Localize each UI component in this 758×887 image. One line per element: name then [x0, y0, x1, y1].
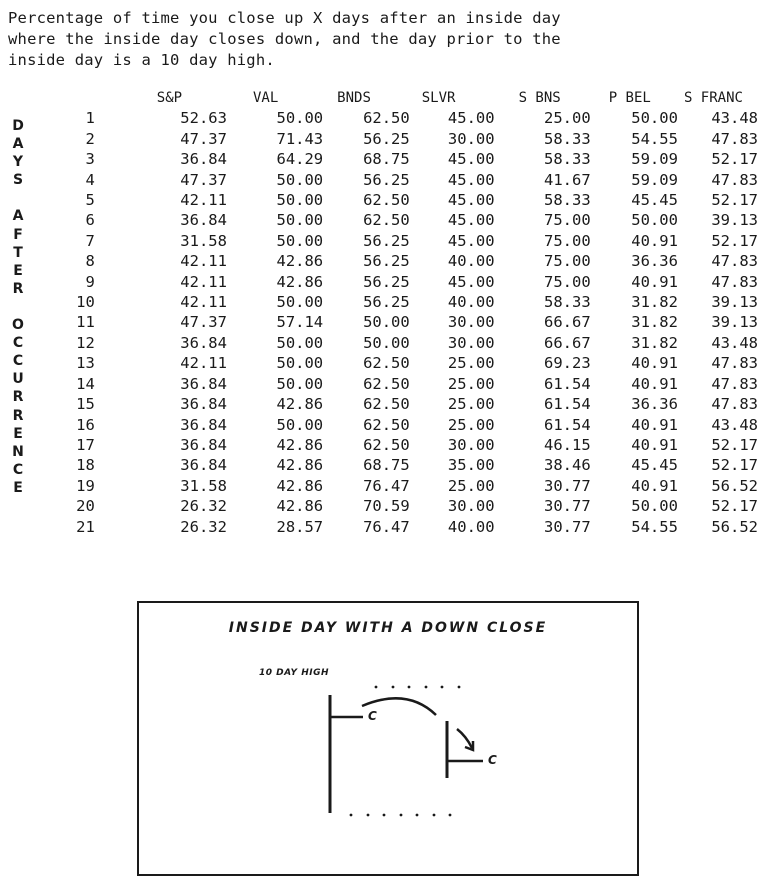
day-number: 1: [85, 109, 95, 128]
percentage-cell: 71.43: [276, 129, 324, 148]
percentage-cell: 47.37: [180, 129, 227, 148]
table-row: [68, 476, 758, 496]
percentage-cell: 40.91: [631, 231, 678, 250]
table-row: [68, 312, 758, 332]
percentage-cell: 56.25: [363, 170, 410, 189]
percentage-cell: 62.50: [363, 374, 410, 393]
down-arrow-icon: [457, 729, 472, 748]
percentage-cell: 31.82: [631, 333, 678, 352]
percentage-cell: 76.47: [363, 476, 410, 495]
percentage-cell: 50.00: [276, 293, 324, 312]
percentage-cell: 62.50: [363, 435, 410, 454]
side-label-letter: S: [12, 172, 24, 189]
day-number: 16: [76, 415, 95, 434]
percentage-cell: 54.55: [631, 517, 678, 536]
table-row: [68, 496, 758, 516]
day-number: 15: [76, 395, 95, 414]
percentage-cell: 62.50: [363, 415, 410, 434]
percentage-cell: 36.84: [180, 333, 227, 352]
percentage-cell: 25.00: [544, 109, 591, 128]
percentage-cell: 47.83: [711, 395, 758, 414]
percentage-cell: 56.25: [363, 293, 410, 312]
percentage-cell: 43.48: [711, 333, 758, 352]
table-row: [68, 251, 758, 271]
side-label-letter: A: [12, 208, 24, 225]
percentage-cell: 56.25: [363, 252, 410, 271]
percentage-cell: 56.52: [711, 476, 758, 495]
percentage-cell: 25.00: [447, 374, 495, 393]
header-column: S BNS: [518, 90, 561, 106]
side-label-letter: R: [12, 280, 24, 297]
diagram-drawing: [139, 603, 637, 874]
percentage-cell: 50.00: [631, 497, 678, 516]
percentage-cell: 40.91: [631, 354, 678, 373]
percentage-cell: 45.00: [447, 231, 495, 250]
percentage-cell: 39.13: [711, 211, 758, 230]
percentage-cell: 40.91: [631, 272, 678, 291]
percentage-cell: 52.17: [711, 456, 758, 475]
percentage-cell: 62.50: [363, 191, 410, 210]
side-label-letter: F: [13, 226, 23, 243]
percentage-cell: 30.77: [544, 476, 591, 495]
percentage-cell: 42.86: [276, 497, 324, 516]
percentage-cell: 52.17: [711, 231, 758, 250]
table-row: [68, 333, 758, 353]
percentage-cell: 75.00: [544, 211, 591, 230]
percentage-cell: 58.33: [544, 129, 591, 148]
percentage-cell: 58.33: [544, 150, 591, 169]
percentage-cell: 30.00: [447, 497, 495, 516]
percentage-cell: 42.11: [180, 293, 227, 312]
table-row: [68, 190, 758, 210]
percentage-cell: 45.00: [447, 272, 495, 291]
day-number: 4: [85, 170, 95, 189]
percentage-cell: 69.23: [544, 354, 591, 373]
percentage-cell: 47.83: [711, 252, 758, 271]
percentage-cell: 30.77: [544, 517, 591, 536]
percentage-cell: 47.83: [711, 170, 758, 189]
side-label-letter: Y: [12, 154, 24, 171]
day-number: 20: [76, 497, 95, 516]
percentage-cell: 56.25: [363, 129, 410, 148]
percentage-cell: 28.57: [276, 517, 324, 536]
percentage-cell: 25.00: [447, 354, 495, 373]
percentage-cell: 45.00: [447, 109, 495, 128]
side-label-letter: [11, 189, 25, 207]
table-row: [68, 272, 758, 292]
percentage-cell: 36.36: [631, 252, 678, 271]
percentage-cell: 52.63: [180, 109, 227, 128]
side-label-letter: [11, 298, 25, 316]
percentage-cell: 56.52: [711, 517, 758, 536]
day-number: 10: [76, 293, 95, 312]
percentage-cell: 50.00: [276, 191, 324, 210]
percentage-cell: 40.00: [447, 293, 495, 312]
percentage-cell: 47.83: [711, 354, 758, 373]
percentage-cell: 75.00: [544, 252, 591, 271]
side-label-letter: T: [13, 244, 23, 261]
table-row: [68, 415, 758, 435]
diagram-title: INSIDE DAY WITH A DOWN CLOSE: [228, 620, 548, 636]
day-number: 2: [85, 129, 95, 148]
percentage-cell: 62.50: [363, 109, 410, 128]
percentage-cell: 58.33: [544, 191, 591, 210]
percentage-cell: 43.48: [711, 109, 758, 128]
percentage-cell: 42.86: [276, 252, 324, 271]
percentage-cell: 59.09: [631, 150, 678, 169]
percentage-cell: 35.00: [447, 456, 495, 475]
table-row: [68, 231, 758, 251]
percentage-cell: 62.50: [363, 395, 410, 414]
percentage-cell: 47.83: [711, 129, 758, 148]
table-row: [68, 292, 758, 312]
percentage-cell: 50.00: [276, 333, 324, 352]
day-number: 13: [76, 354, 95, 373]
percentage-cell: 31.58: [180, 476, 227, 495]
side-label-letter: N: [12, 443, 24, 460]
percentage-cell: 38.46: [544, 456, 591, 475]
percentage-cell: 36.84: [180, 456, 227, 475]
table-row: [68, 435, 758, 455]
percentage-cell: 30.00: [447, 435, 495, 454]
high-dotted-line: [375, 686, 461, 689]
header-column: S&P: [156, 90, 183, 106]
percentage-cell: 25.00: [447, 395, 495, 414]
day-number: 14: [76, 374, 95, 393]
table-row: [68, 353, 758, 373]
day-number: 8: [85, 252, 95, 271]
percentage-cell: 47.83: [711, 272, 758, 291]
percentage-cell: 30.77: [544, 497, 591, 516]
header-column: VAL: [252, 90, 279, 106]
percentage-cell: 54.55: [631, 129, 678, 148]
day-number: 9: [85, 272, 95, 291]
percentage-cell: 75.00: [544, 231, 591, 250]
percentage-cell: 50.00: [276, 170, 324, 189]
percentage-cell: 39.13: [711, 293, 758, 312]
percentage-cell: 59.09: [631, 170, 678, 189]
percentage-cell: 40.91: [631, 435, 678, 454]
percentage-cell: 42.86: [276, 435, 324, 454]
low-dotted-line: [350, 814, 452, 817]
percentage-cell: 76.47: [363, 517, 410, 536]
percentage-cell: 40.91: [631, 415, 678, 434]
percentage-cell: 40.00: [447, 517, 495, 536]
day-number: 19: [76, 476, 95, 495]
header-column: P BEL: [608, 90, 651, 106]
day-number: 12: [76, 333, 95, 352]
percentage-cell: 36.84: [180, 211, 227, 230]
percentage-cell: 57.14: [276, 313, 324, 332]
percentage-cell: 31.82: [631, 313, 678, 332]
percentage-cell: 68.75: [363, 456, 410, 475]
percentage-cell: 26.32: [180, 517, 227, 536]
percentage-cell: 50.00: [276, 415, 324, 434]
percentage-cell: 50.00: [363, 313, 410, 332]
percentage-cell: 52.17: [711, 191, 758, 210]
percentage-cell: 36.36: [631, 395, 678, 414]
side-label-letter: E: [13, 262, 23, 279]
day-number: 21: [76, 517, 95, 536]
percentage-cell: 64.29: [276, 150, 324, 169]
percentage-cell: 45.45: [631, 191, 678, 210]
percentage-cell: 47.37: [180, 170, 227, 189]
table-row: [68, 374, 758, 394]
percentage-cell: 25.00: [447, 476, 495, 495]
day-number: 18: [76, 456, 95, 475]
close-label-inside-day: C: [488, 753, 497, 767]
table-row: [68, 170, 758, 190]
day-number: 3: [85, 150, 95, 169]
percentage-cell: 52.17: [711, 497, 758, 516]
percentage-cell: 47.83: [711, 374, 758, 393]
percentage-cell: 42.86: [276, 476, 324, 495]
percentage-cell: 36.84: [180, 415, 227, 434]
day-number: 17: [76, 435, 95, 454]
day-number: 11: [76, 313, 95, 332]
close-label-high-day: C: [368, 709, 377, 723]
percentage-cell: 68.75: [363, 150, 410, 169]
percentage-cell: 25.00: [447, 415, 495, 434]
percentage-cell: 47.37: [180, 313, 227, 332]
percentage-cell: 36.84: [180, 395, 227, 414]
page-title: Percentage of time you close up X days after an inside day where the inside day closes down, and the day prior to the inside day is a 10 day high.: [8, 9, 561, 69]
side-label-letter: C: [12, 461, 24, 478]
percentage-cell: 42.11: [180, 354, 227, 373]
percentage-cell: 52.17: [711, 150, 758, 169]
day-number: 6: [85, 211, 95, 230]
side-label-letter: C: [12, 353, 24, 370]
percentage-cell: 50.00: [631, 109, 678, 128]
header-day: [68, 88, 95, 108]
days-after-occurrence-label: [11, 117, 25, 497]
side-label-letter: E: [13, 479, 23, 496]
day-number: 5: [85, 191, 95, 210]
table-row: [68, 394, 758, 414]
percentage-cell: 36.84: [180, 374, 227, 393]
side-label-letter: U: [12, 371, 24, 388]
percentage-cell: 30.00: [447, 129, 495, 148]
percentage-cell: 52.17: [711, 435, 758, 454]
percentage-cell: 45.00: [447, 150, 495, 169]
percentage-cell: 31.58: [180, 231, 227, 250]
percentage-cell: 40.00: [447, 252, 495, 271]
percentage-cell: 41.67: [544, 170, 591, 189]
percentage-cell: 26.32: [180, 497, 227, 516]
side-label-letter: C: [12, 335, 24, 352]
percentage-cell: 62.50: [363, 211, 410, 230]
percentage-cell: 50.00: [276, 211, 324, 230]
side-label-letter: A: [12, 136, 24, 153]
percentage-cell: 39.13: [711, 313, 758, 332]
table-header-row: [68, 88, 758, 108]
percentage-cell: 56.25: [363, 231, 410, 250]
percentage-cell: 50.00: [276, 231, 324, 250]
percentage-cell: 40.91: [631, 476, 678, 495]
side-label-letter: O: [12, 317, 24, 334]
inside-day-diagram: [137, 601, 639, 876]
percentage-cell: 75.00: [544, 272, 591, 291]
percentage-cell: 61.54: [544, 374, 591, 393]
side-label-letter: R: [12, 389, 24, 406]
percentage-cell: 31.82: [631, 293, 678, 312]
percentage-cell: 42.11: [180, 252, 227, 271]
side-label-letter: R: [12, 407, 24, 424]
percentage-cell: 46.15: [544, 435, 591, 454]
percentage-cell: 40.91: [631, 374, 678, 393]
percentage-cell: 42.86: [276, 456, 324, 475]
percentage-cell: 61.54: [544, 415, 591, 434]
header-column: BNDS: [337, 90, 371, 106]
percentage-cell: 43.48: [711, 415, 758, 434]
percentage-cell: 58.33: [544, 293, 591, 312]
percentage-cell: 45.00: [447, 170, 495, 189]
header-column: S FRANC: [683, 90, 743, 106]
percentage-cell: 45.00: [447, 211, 495, 230]
table-row: [68, 129, 758, 149]
percentage-cell: 30.00: [447, 313, 495, 332]
table-row: [68, 210, 758, 230]
percentage-cell: 45.45: [631, 456, 678, 475]
percentage-cell: 66.67: [544, 313, 591, 332]
percentage-cell: 36.84: [180, 150, 227, 169]
percentage-cell: 45.00: [447, 191, 495, 210]
percentage-cell: 50.00: [276, 354, 324, 373]
percentage-table: [68, 88, 758, 537]
percentage-cell: 62.50: [363, 354, 410, 373]
table-row: [68, 108, 758, 128]
percentage-cell: 50.00: [276, 109, 324, 128]
side-label-letter: E: [13, 425, 23, 442]
table-row: [68, 149, 758, 169]
table-row: [68, 517, 758, 537]
table-row: [68, 455, 758, 475]
percentage-cell: 50.00: [276, 374, 324, 393]
side-label-letter: D: [12, 118, 24, 134]
percentage-cell: 50.00: [363, 333, 410, 352]
percentage-cell: 42.11: [180, 272, 227, 291]
ten-day-high-label: 10 DAY HIGH: [259, 668, 330, 678]
header-column: SLVR: [421, 90, 456, 106]
day-number: 7: [85, 231, 95, 250]
percentage-cell: 30.00: [447, 333, 495, 352]
percentage-cell: 61.54: [544, 395, 591, 414]
percentage-cell: 36.84: [180, 435, 227, 454]
percentage-cell: 66.67: [544, 333, 591, 352]
percentage-cell: 42.11: [180, 191, 227, 210]
percentage-cell: 70.59: [363, 497, 410, 516]
percentage-cell: 56.25: [363, 272, 410, 291]
percentage-cell: 42.86: [276, 395, 324, 414]
percentage-cell: 50.00: [631, 211, 678, 230]
percentage-cell: 42.86: [276, 272, 324, 291]
